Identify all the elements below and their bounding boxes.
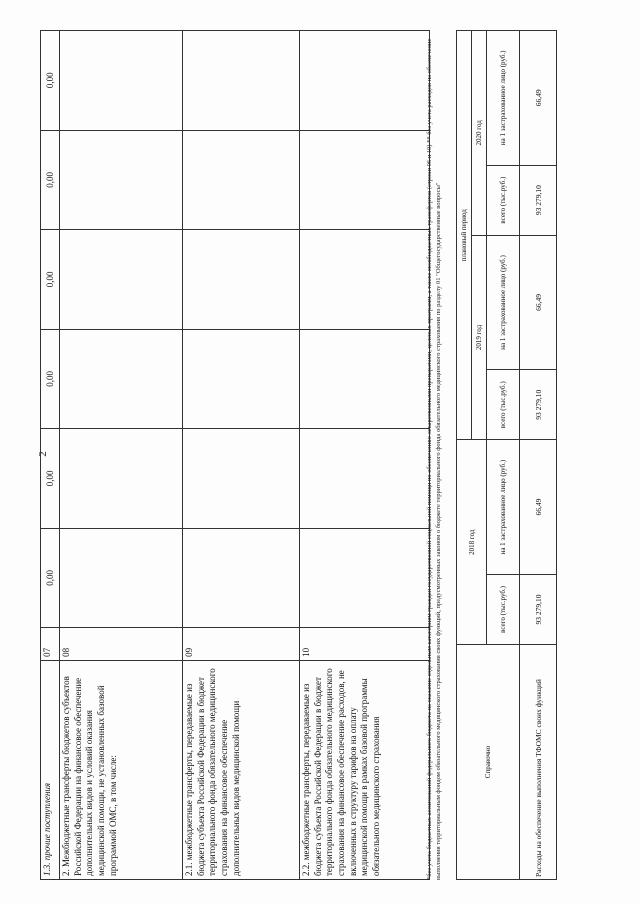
value-cell bbox=[183, 230, 300, 330]
value-cell: 0,00 bbox=[41, 429, 60, 529]
table-row bbox=[60, 31, 183, 880]
value-cell: 0,00 bbox=[41, 130, 60, 230]
value-cell bbox=[183, 31, 300, 131]
per-person-header: на 1 застрахованное лицо (руб.) bbox=[487, 31, 520, 166]
value-cell bbox=[300, 528, 430, 628]
total-header: всего (тыс.руб.) bbox=[487, 574, 520, 644]
row-code: 10 bbox=[300, 628, 430, 661]
year-2020-header: 2020 год bbox=[472, 31, 487, 236]
table-row bbox=[300, 31, 430, 880]
value-cell bbox=[300, 429, 430, 529]
value-cell bbox=[183, 329, 300, 429]
rotated-content bbox=[40, 30, 600, 880]
page-number: 2 bbox=[36, 451, 49, 457]
row-code: 08 bbox=[60, 628, 183, 661]
value-cell bbox=[60, 528, 183, 628]
value-cell: 93 279,10 bbox=[520, 165, 557, 235]
value-cell: 0,00 bbox=[41, 329, 60, 429]
value-cell bbox=[60, 429, 183, 529]
value-cell bbox=[183, 130, 300, 230]
row-label: Расходы на обеспечение выполнения ТФОМС своих функций bbox=[520, 645, 557, 880]
reference-column-header: Справочно bbox=[457, 645, 520, 880]
value-cell: 93 279,10 bbox=[520, 574, 557, 644]
year-2019-header: 2019 год bbox=[472, 235, 487, 440]
reference-table bbox=[456, 30, 557, 880]
footnote: *без учета бюджетных ассигнований федерального бюджета на оказание отдельным категориям граждан государственной социальной помощи по обеспечению лекарственными препаратами, целевых программ, а также межбюджетных трансфертов (строки 06 и 10) ** без учета расходов на обеспечение выполнения территориальным фондом обязательного медицинского страхования своих функций, предусмотренных законом о бюджете территориального фонда обязательного медицинского страхования по разделу 01 "Общегосударственные вопросы" bbox=[426, 38, 442, 880]
value-cell bbox=[183, 429, 300, 529]
value-cell bbox=[60, 31, 183, 131]
value-cell: 66,49 bbox=[520, 440, 557, 575]
value-cell: 0,00 bbox=[41, 528, 60, 628]
per-person-header: на 1 застрахованное лицо (руб.) bbox=[487, 235, 520, 370]
value-cell bbox=[60, 130, 183, 230]
value-cell: 66,49 bbox=[520, 235, 557, 370]
row-label: 2. Межбюджетные трансферты бюджетов субъектов Российской Федерации на финансовое обеспечение дополнительных видов и условий оказания медицинской помощи, не установленных базовой программой ОМС, в том числе: bbox=[60, 660, 183, 879]
value-cell: 0,00 bbox=[41, 31, 60, 131]
total-header: всего (тыс.руб.) bbox=[487, 165, 520, 235]
header-row bbox=[457, 31, 472, 880]
value-cell bbox=[300, 31, 430, 131]
row-label: 2.1. межбюджетные трансферты, передаваемые из бюджета субъекта Российской Федерации в бюджет территориального фонда обязательного медицинского страхования на финансовое обеспечение дополнительных видов медицинской помощи bbox=[183, 660, 300, 879]
table-row bbox=[41, 31, 60, 880]
value-cell bbox=[300, 329, 430, 429]
row-label: 2.2. межбюджетные трансферты, передаваемые из бюджета субъекта Российской Федерации в бюджет территориального фонда обязательного медицинского страхования на финансовое обеспечение расходов, не включенных в структуру тарифов на оплату медицинской помощи в рамках базовой программы обязательного медицинского страхования bbox=[300, 660, 430, 879]
per-person-header: на 1 застрахованное лицо (руб.) bbox=[487, 440, 520, 575]
row-code: 07 bbox=[41, 628, 60, 661]
programme-funding-table bbox=[40, 30, 430, 880]
value-cell bbox=[300, 130, 430, 230]
value-cell bbox=[300, 230, 430, 330]
value-cell: 0,00 bbox=[41, 230, 60, 330]
planning-period-header: плановый период bbox=[457, 31, 472, 440]
value-cell: 93 279,10 bbox=[520, 370, 557, 440]
value-cell bbox=[60, 230, 183, 330]
value-cell: 66,49 bbox=[520, 31, 557, 166]
table-row bbox=[183, 31, 300, 880]
row-code: 09 bbox=[183, 628, 300, 661]
value-cell bbox=[183, 528, 300, 628]
total-header: всего (тыс.руб.) bbox=[487, 370, 520, 440]
table-row bbox=[520, 31, 557, 880]
value-cell bbox=[60, 329, 183, 429]
year-2018-header: 2018 год bbox=[457, 440, 487, 645]
row-label: 1.3. прочие поступления bbox=[41, 660, 60, 879]
